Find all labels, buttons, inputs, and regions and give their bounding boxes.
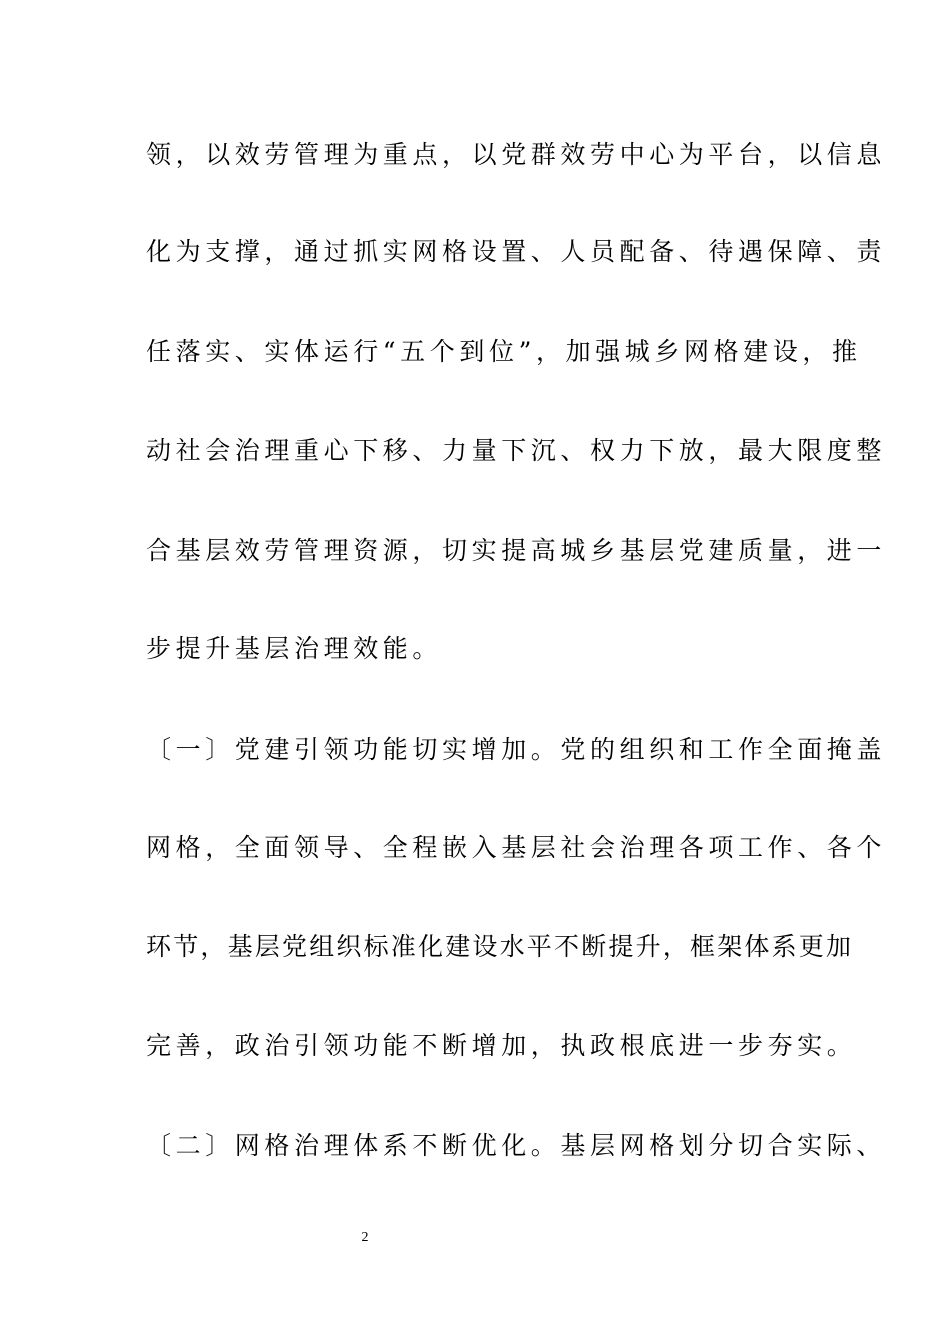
body-text-line: 步提升基层治理效能。 [146,634,443,663]
section-heading-line: 〔一〕党建引领功能切实增加。党的组织和工作全面掩盖 [146,735,887,764]
body-text-line: 化为支撑，通过抓实网格设置、人员配备、待遇保障、责 [146,237,887,266]
body-text-line: 完善，政治引领功能不断增加，执政根底进一步夯实。 [146,1031,857,1060]
page-number: 2 [361,1230,369,1245]
body-text-line: 网格，全面领导、全程嵌入基层社会治理各项工作、各个 [146,833,887,862]
body-text-line: 动社会治理重心下移、力量下沉、权力下放，最大限度整 [146,436,887,465]
body-text-line: 领，以效劳管理为重点，以党群效劳中心为平台，以信息 [146,140,887,169]
body-text-line: 任落实、实体运行“五个到位”，加强城乡网格建设，推 [146,337,862,366]
section-heading-line: 〔二〕网格治理体系不断优化。基层网格划分切合实际、 [146,1131,887,1160]
body-text-line: 合基层效劳管理资源，切实提高城乡基层党建质量，进一 [146,536,887,565]
body-text-line: 环节，基层党组织标准化建设水平不断提升，框架体系更加 [146,932,854,961]
